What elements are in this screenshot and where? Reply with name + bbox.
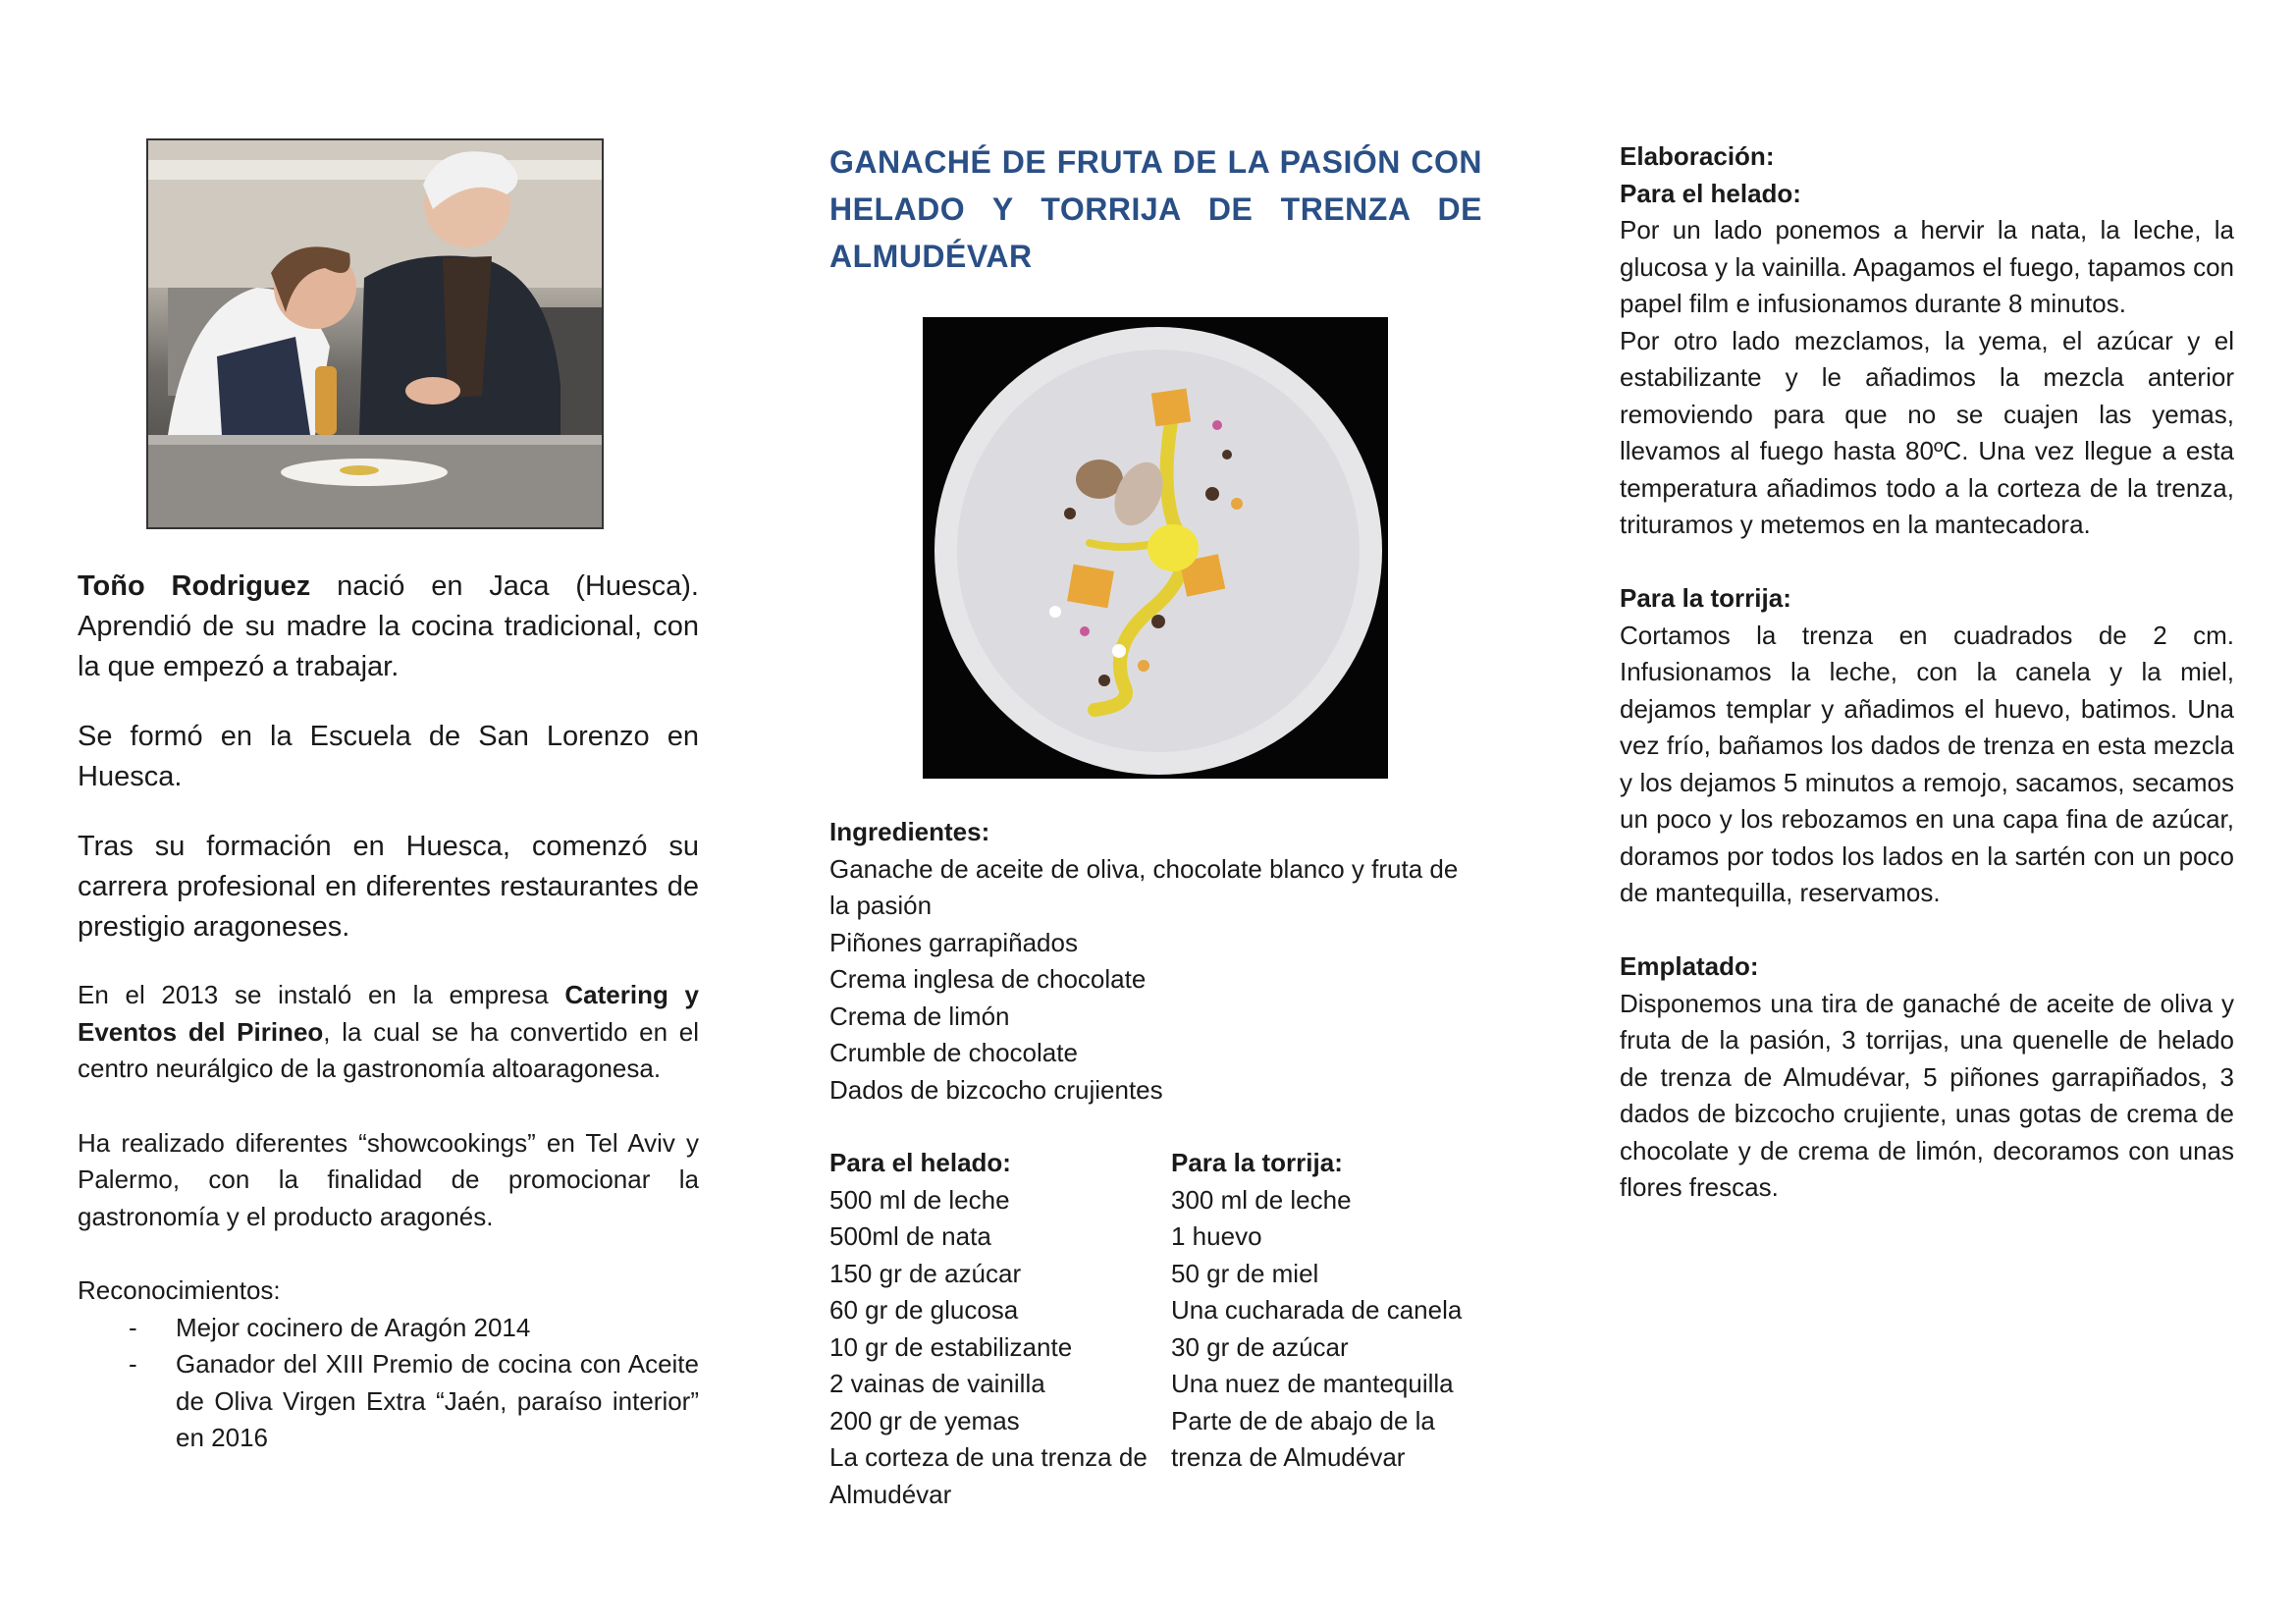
torrija-step: Cortamos la trenza en cuadrados de 2 cm. Infusionamos la leche, con la canela y la miel, dejamos templar y añadimos el huevo, batimos. Una vez frío, bañamos los dados de trenza en esta mezcla y los dejamos 5 minutos a remojo, sacamos, secamos un poco y los rebozamos en una capa fina de azúcar, doramos por todos los lados en la sartén con un poco de mantequilla, reservamos. xyxy=(1620,620,2234,907)
list-item: 300 ml de leche xyxy=(1171,1184,1352,1215)
torrija-step-title: Para la torrija: xyxy=(1620,583,1791,613)
bio-paragraph-2: Se formó en la Escuela de San Lorenzo en Huesca. xyxy=(78,721,699,792)
chef-photo xyxy=(146,138,604,529)
list-item: 2 vainas de vainilla xyxy=(829,1369,1045,1398)
torrija-ingredients xyxy=(1171,1145,1482,1513)
list-item: Una nuez de mantequilla xyxy=(1171,1369,1454,1398)
company-name: Catering y Eventos del Pirineo xyxy=(78,980,699,1047)
list-item: 200 gr de yemas xyxy=(829,1405,1020,1435)
bio-text-4a: En el 2013 se instaló en la empresa xyxy=(78,980,565,1009)
list-item: - Mejor cocinero de Aragón 2014 xyxy=(129,1312,531,1342)
bio-paragraph-4 xyxy=(78,977,699,1088)
emplatado-title: Emplatado: xyxy=(1620,951,1759,981)
helado-step-title: Para el helado: xyxy=(1620,178,1801,208)
chef-name: Toño Rodriguez xyxy=(78,570,311,602)
list-item: Una cucharada de canela xyxy=(1171,1295,1463,1325)
helado-step-2: Por otro lado mezclamos, la yema, el azúcar y el estabilizante y le añadimos la mezcla anterior removiendo para que no se cuajen las yemas, llevamos al fuego hasta 80ºC. Una vez llegue a esta temperatura añadimos todo a la corteza de la trenza, trituramos y metemos en la mantecadora. xyxy=(1620,325,2234,539)
torrija-title: Para la torrija: xyxy=(1171,1148,1343,1177)
bio-paragraph-5: Ha realizado diferentes “showcookings” en Tel Aviv y Palermo, con la finalidad de promocionar la gastronomía y el producto aragonés. xyxy=(78,1127,699,1231)
list-item: Crema de limón xyxy=(829,1001,1010,1031)
dish-photo xyxy=(923,317,1388,779)
list-item: 30 gr de azúcar xyxy=(1171,1331,1349,1362)
ingredients-title: Ingredientes: xyxy=(829,817,990,846)
elaboracion-title: Elaboración: xyxy=(1620,141,1775,171)
bio-text-1: nació en Jaca (Huesca). Aprendió de su madre la cocina tradicional, con la que empezó a trabajar. xyxy=(78,570,699,682)
bio-paragraph-1 xyxy=(78,567,699,687)
list-item: 60 gr de glucosa xyxy=(829,1295,1019,1325)
recipe-title: GANACHÉ DE FRUTA DE LA PASIÓN CON HELADO Y TORRIJA DE TRENZA DE ALMUDÉVAR xyxy=(829,144,1482,274)
helado-ingredients xyxy=(829,1145,1171,1513)
list-item: 150 gr de azúcar xyxy=(829,1258,1022,1288)
list-item: Crumble de chocolate xyxy=(829,1038,1078,1067)
list-item: Dados de bizcocho crujientes xyxy=(829,1074,1163,1105)
bio-text-4b: , la cual se ha convertido en el centro neurálgico de la gastronomía altoaragonesa. xyxy=(78,1016,700,1083)
list-item: 10 gr de estabilizante xyxy=(829,1331,1073,1362)
emplatado-step: Disponemos una tira de ganaché de aceite de oliva y fruta de la pasión, 3 torrijas, una quenelle de helado de trenza de Almudévar, 5 piñones garrapiñados, 3 dados de bizcocho crujiente, unas gotas de crema de chocolate y de crema de limón, decoramos con unas flores frescas. xyxy=(1620,988,2234,1202)
list-item: Ganache de aceite de oliva, chocolate blanco y fruta de la pasión xyxy=(829,853,1459,920)
list-item: Parte de de abajo de la trenza de Almudévar xyxy=(1171,1405,1435,1472)
helado-step-1: Por un lado ponemos a hervir la nata, la leche, la glucosa y la vainilla. Apagamos el fuego, tapamos con papel film e infusionamos durante 8 minutos. xyxy=(1620,215,2234,318)
sub-ingredients xyxy=(829,1145,1482,1513)
list-item: Crema inglesa de chocolate xyxy=(829,964,1147,994)
list-item: 50 gr de miel xyxy=(1171,1258,1319,1288)
list-item: La corteza de una trenza de Almudévar xyxy=(829,1442,1148,1509)
list-item: Piñones garrapiñados xyxy=(829,927,1078,957)
helado-title: Para el helado: xyxy=(829,1148,1011,1177)
preparation-column xyxy=(1620,138,2234,1207)
list-item: 500 ml de leche xyxy=(829,1184,1010,1215)
bio-paragraph-3: Tras su formación en Huesca, comenzó su carrera profesional en diferentes restaurantes de prestigio aragoneses. xyxy=(78,831,699,943)
recipe-column xyxy=(829,138,1482,1513)
recognitions-list xyxy=(78,1310,699,1457)
list-item: 1 huevo xyxy=(1171,1221,1262,1251)
list-item: - Ganador del XIII Premio de cocina con Aceite de Oliva Virgen Extra “Jaén, paraíso interior” en 2016 xyxy=(129,1349,699,1452)
list-item: 500ml de nata xyxy=(829,1221,991,1251)
chef-column xyxy=(78,138,699,1457)
ingredients-section xyxy=(829,814,1482,1109)
recognitions-title: Reconocimientos: xyxy=(78,1275,281,1305)
